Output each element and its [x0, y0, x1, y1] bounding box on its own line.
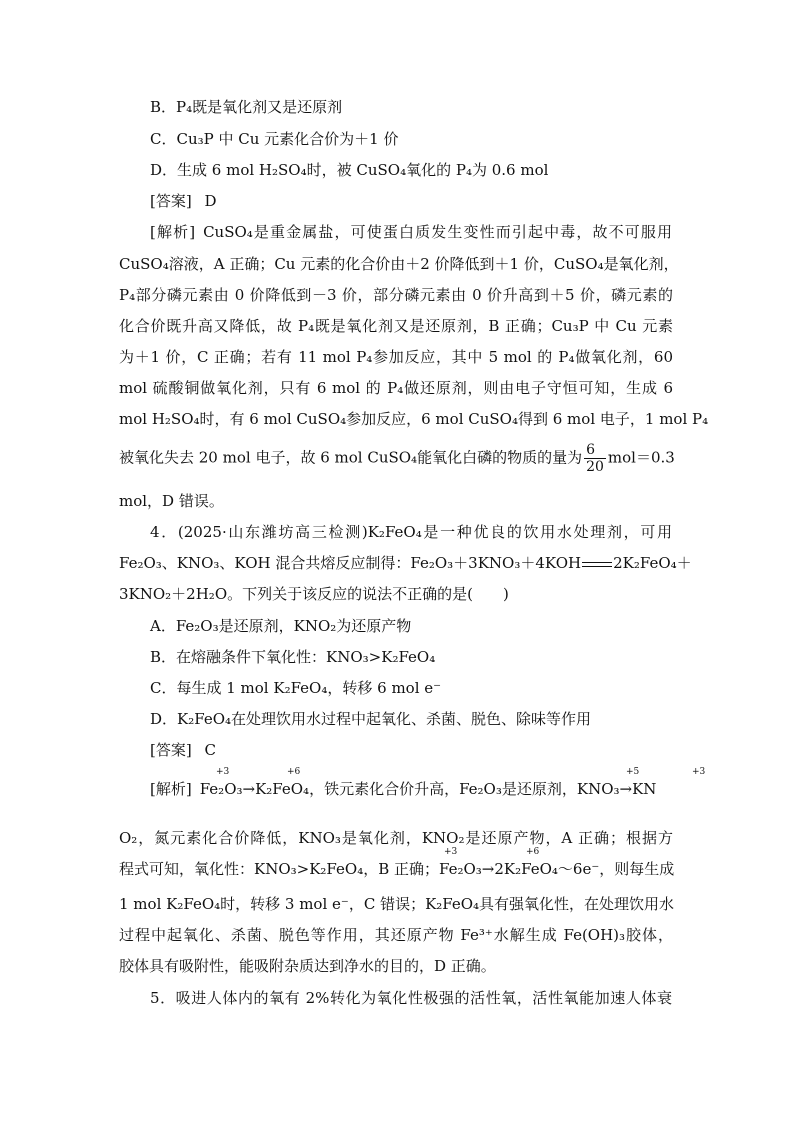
q4-analysis-line-3: 程式可知，氧化性：KNO₃>K₂FeO₄，B 正确；Fe₂O₃→2K₂FeO₄～6e⁻，则每生成 [119, 860, 675, 878]
q4-analysis-line-6: 胶体具有吸附性，能吸附杂质达到净水的目的，D 正确。 [119, 957, 496, 975]
q4-answer-line [150, 739, 216, 761]
q3-option-c: C．Cu₃P 中 Cu 元素化合价为＋1 价 [150, 130, 399, 148]
q3-analysis-line-6: mol 硫酸铜做氧化剂，只有 6 mol 的 P₄做还原剂，则由电子守恒可知，生成 6 [119, 379, 673, 397]
q5-stem-line-1: 5．吸进人体内的氧有 2%转化为氧化性极强的活性氧，活性氧能加速人体衰 [150, 989, 672, 1007]
q3-answer: D [204, 192, 217, 210]
q4-stem-line-3: 3KNO₂＋2H₂O。下列关于该反应的说法不正确的是( ) [119, 585, 509, 603]
q3-analysis-line-5: 为＋1 价，C 正确；若有 11 mol P₄参加反应，其中 5 mol 的 P₄做氧化剂，60 [119, 348, 673, 366]
q4-option-c: C．每生成 1 mol K₂FeO₄，转移 6 mol e⁻ [150, 679, 442, 697]
q3-analysis-line-3: P₄部分磷元素由 0 价降低到－3 价，部分磷元素由 0 价升高到＋5 价，磷元素的 [119, 286, 673, 304]
answer-tag: [答案] [150, 741, 192, 759]
q4-stem-line-1: 4．(2025·山东潍坊高三检测)K₂FeO₄是一种优良的饮用水处理剂，可用 [150, 523, 672, 541]
q4-option-b: B．在熔融条件下氧化性：KNO₃>K₂FeO₄ [150, 648, 436, 666]
ox-state-fe3-b: +3 [444, 847, 458, 857]
q3-analysis-line-7: mol H₂SO₄时，有 6 mol CuSO₄参加反应，6 mol CuSO₄得到 6 mol 电子，1 mol P₄ [119, 410, 709, 428]
q3-option-d: D．生成 6 mol H₂SO₄时，被 CuSO₄氧化的 P₄为 0.6 mol [150, 161, 549, 179]
q3-analysis-line-4: 化合价既升高又降低，故 P₄既是氧化剂又是还原剂，B 正确；Cu₃P 中 Cu 元素 [119, 317, 673, 335]
analysis-tag: [解析] [150, 223, 196, 241]
q4-analysis-line-4: 1 mol K₂FeO₄时，转移 3 mol e⁻，C 错误；K₂FeO₄具有强氧化性，在处理饮用水 [119, 895, 675, 913]
ox-state-fe6: +6 [287, 767, 301, 777]
q4-analysis-line-5: 过程中起氧化、杀菌、脱色等作用，其还原产物 Fe³⁺水解生成 Fe(OH)₃胶体， [119, 926, 673, 944]
q3-analysis-line-1: [解析] CuSO₄是重金属盐，可使蛋白质发生变性而引起中毒，故不可服用 [150, 223, 672, 241]
ox-state-n3: +3 [692, 767, 706, 777]
q4-analysis-line-2: O₂，氮元素化合价降低，KNO₃是氧化剂，KNO₂是还原产物，A 正确；根据方 [119, 829, 673, 847]
q4-option-d: D．K₂FeO₄在处理饮用水过程中起氧化、杀菌、脱色、除味等作用 [150, 710, 592, 728]
answer-tag: [答案] [150, 192, 192, 210]
q4-analysis-line-1: [解析] Fe₂O₃→K₂FeO₄，铁元素化合价升高，Fe₂O₃是还原剂，KNO₃→KN [150, 780, 657, 798]
fraction: $\frac{6}{20}$ [586, 442, 604, 475]
analysis-tag: [解析] [150, 780, 192, 798]
q3-analysis-line-8: 被氧化失去 20 mol 电子，故 6 mol CuSO₄能氧化白磷的物质的量为 $\frac{6}{20}$ mol＝0.3 [119, 442, 675, 475]
ox-state-fe3: +3 [216, 767, 230, 777]
q4-option-a: A．Fe₂O₃是还原剂，KNO₂为还原产物 [150, 617, 412, 635]
q3-option-b: B．P₄既是氧化剂又是还原剂 [150, 98, 343, 116]
equals-sign-icon [582, 562, 612, 567]
ox-state-fe6-b: +6 [526, 847, 540, 857]
q4-answer: C [204, 741, 216, 759]
q3-analysis-line-2: CuSO₄溶液，A 正确；Cu 元素的化合价由＋2 价降低到＋1 价，CuSO₄是氧化剂， [119, 255, 679, 273]
q4-stem-line-2: Fe₂O₃、KNO₃、KOH 混合共熔反应制得：Fe₂O₃＋3KNO₃＋4KOH 2K₂FeO₄＋ [119, 554, 692, 572]
q3-answer-line [150, 190, 217, 212]
ox-state-n5: +5 [626, 767, 640, 777]
q3-analysis-line-9: mol，D 错误。 [119, 492, 224, 510]
